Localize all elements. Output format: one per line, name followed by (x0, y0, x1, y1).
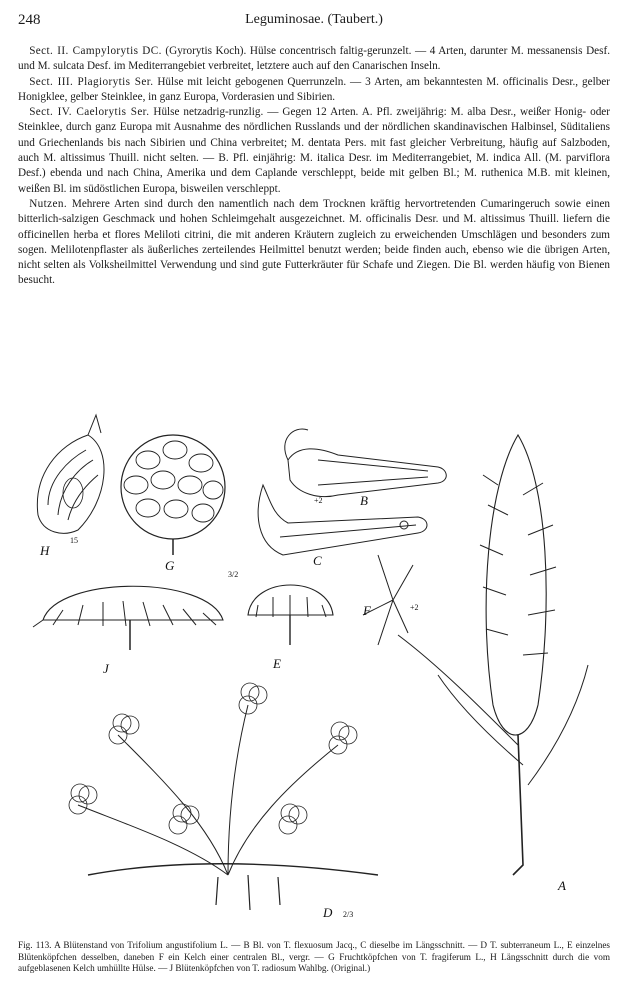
label-a: A (558, 878, 566, 893)
paragraph-lead: Sect. IV. Caelorytis Ser. (29, 106, 150, 119)
figure-caption: Fig. 113. A Blütenstand von Trifolium angustifolium L. — B Bl. von T. flexuosum Jacq., C dieselbe im Längsschnitt. — D T. subterraneum L., E einzelnes Blütenköpfchen desselben, daneben F ein Kelch einer centralen Bl., vergr. — G Fruchtköpfchen von T. fragiferum L., H Längsschnitt durch die vom aufgeblasenen Kelch umhüllte Hülse. — J Blütenköpfchen von T. radiosum Wahlbg. (Original.) (18, 940, 610, 974)
botanical-illustration (18, 405, 618, 933)
figure-e-flower-head (248, 585, 333, 645)
paragraph-text: Hülse mit leicht gebogenen Querrunzeln. — 3 Arten, am bekanntesten M. officinalis Desr., gelber Honigklee, gelber Steinklee, in ganz Europa, Vorderasien und Sibirien. (18, 75, 610, 103)
scale-b: +2 (314, 496, 323, 505)
paragraph-lead: Nutzen. (29, 197, 68, 210)
paragraph-sect-3 (18, 75, 610, 106)
paragraph-nutzen (18, 197, 610, 289)
paragraph-sect-2 (18, 44, 610, 75)
botanical-figure-plate (18, 405, 618, 933)
scale-h: 15 (70, 536, 78, 545)
paragraph-sect-4 (18, 105, 610, 197)
label-h: H (40, 543, 50, 558)
paragraph-text: (Gyrorytis Koch). Hülse concentrisch faltig-gerunzelt. — 4 Arten, darunter M. messanensis Desf. und M. sulcata Desf. im Mediterrangebiet verbreitet, letztere auch auf den Canarischen Inseln. (18, 45, 610, 73)
figure-c-section (258, 485, 427, 555)
running-title: Leguminosae. (Taubert.) (245, 12, 383, 27)
scale-d: 2/3 (343, 910, 354, 919)
label-d: D (323, 905, 333, 920)
paragraph-lead: Sect. III. Plagiorytis Ser. (29, 75, 154, 88)
page-header (18, 8, 610, 30)
label-e: E (273, 656, 281, 671)
page-number: 248 (18, 12, 41, 28)
scale-f: +2 (410, 603, 419, 612)
label-g: G (165, 558, 175, 573)
figure-a-inflorescence (398, 435, 588, 875)
figure-d-clover-plant (69, 683, 378, 910)
figure-g-fruit-head (121, 435, 225, 555)
label-f: F (363, 603, 371, 618)
scale-mid: 3/2 (228, 570, 239, 579)
label-b: B (360, 493, 368, 508)
paragraph-lead: Sect. II. Campylorytis DC. (29, 45, 162, 57)
paragraph-text: Mehrere Arten sind durch den namentlich nach dem Trocknen kräftig hervortretenden Cumaringeruch sowie einen bitterlich-salzigen Geschmack und hohen Schleimgehalt ausgezeichnet. M. officinalis Desr. und M. altissimus Thuill. liefern die officinellen herba et flores Meliloti citrini, die mit anderen Kräutern zugleich zu erweichenden Umschlägen und besonders zum sogen. Melilotenpflaster als äußerliches zerteilendes Heilmittel benutzt werden; beide finden auch, ebenso wie die übrigen Arten, nicht selten als Volksheilmittel Verwendung und sind gute Futterkräuter für Schafe und Ziegen. Die Bl. werden häufig von Bienen besucht. (18, 197, 611, 287)
body-text (18, 44, 610, 289)
label-c: C (313, 553, 322, 568)
figure-f-calyx (363, 555, 413, 645)
figure-h-calyx-section (37, 415, 104, 533)
figure-b-flower (285, 429, 447, 497)
figure-j-flower-head (33, 586, 223, 650)
paragraph-text: Hülse netzadrig-runzlig. — Gegen 12 Arten. A. Pfl. zweijährig: M. alba Desr., weißer Honig- oder Steinklee, durch ganz Europa mit Ausnahme des nördlichen Russlands und der nördlichen skandinavischen Halbinsel, Süditaliens und Griechenlands bis nach Sibirien und China verbreitet; M. dentata Pers. mit fast gleicher Verbreitung, häufig auf Salzboden, auch M. altissimus Thuill. nicht selten. — B. Pfl. einjährig: M. italica Desr. im Mediterrangebiet, M. indica All. (M. parviflora Desf.) ebenda und nach China, Amerika und dem Caplande verschleppt, beide mit gelben Bl.; M. ruthenica M.B. mit kleinen, weißen Bl. im südöstlichen Europa, bisweilen verschleppt. (18, 106, 610, 195)
label-j: J (103, 661, 109, 676)
